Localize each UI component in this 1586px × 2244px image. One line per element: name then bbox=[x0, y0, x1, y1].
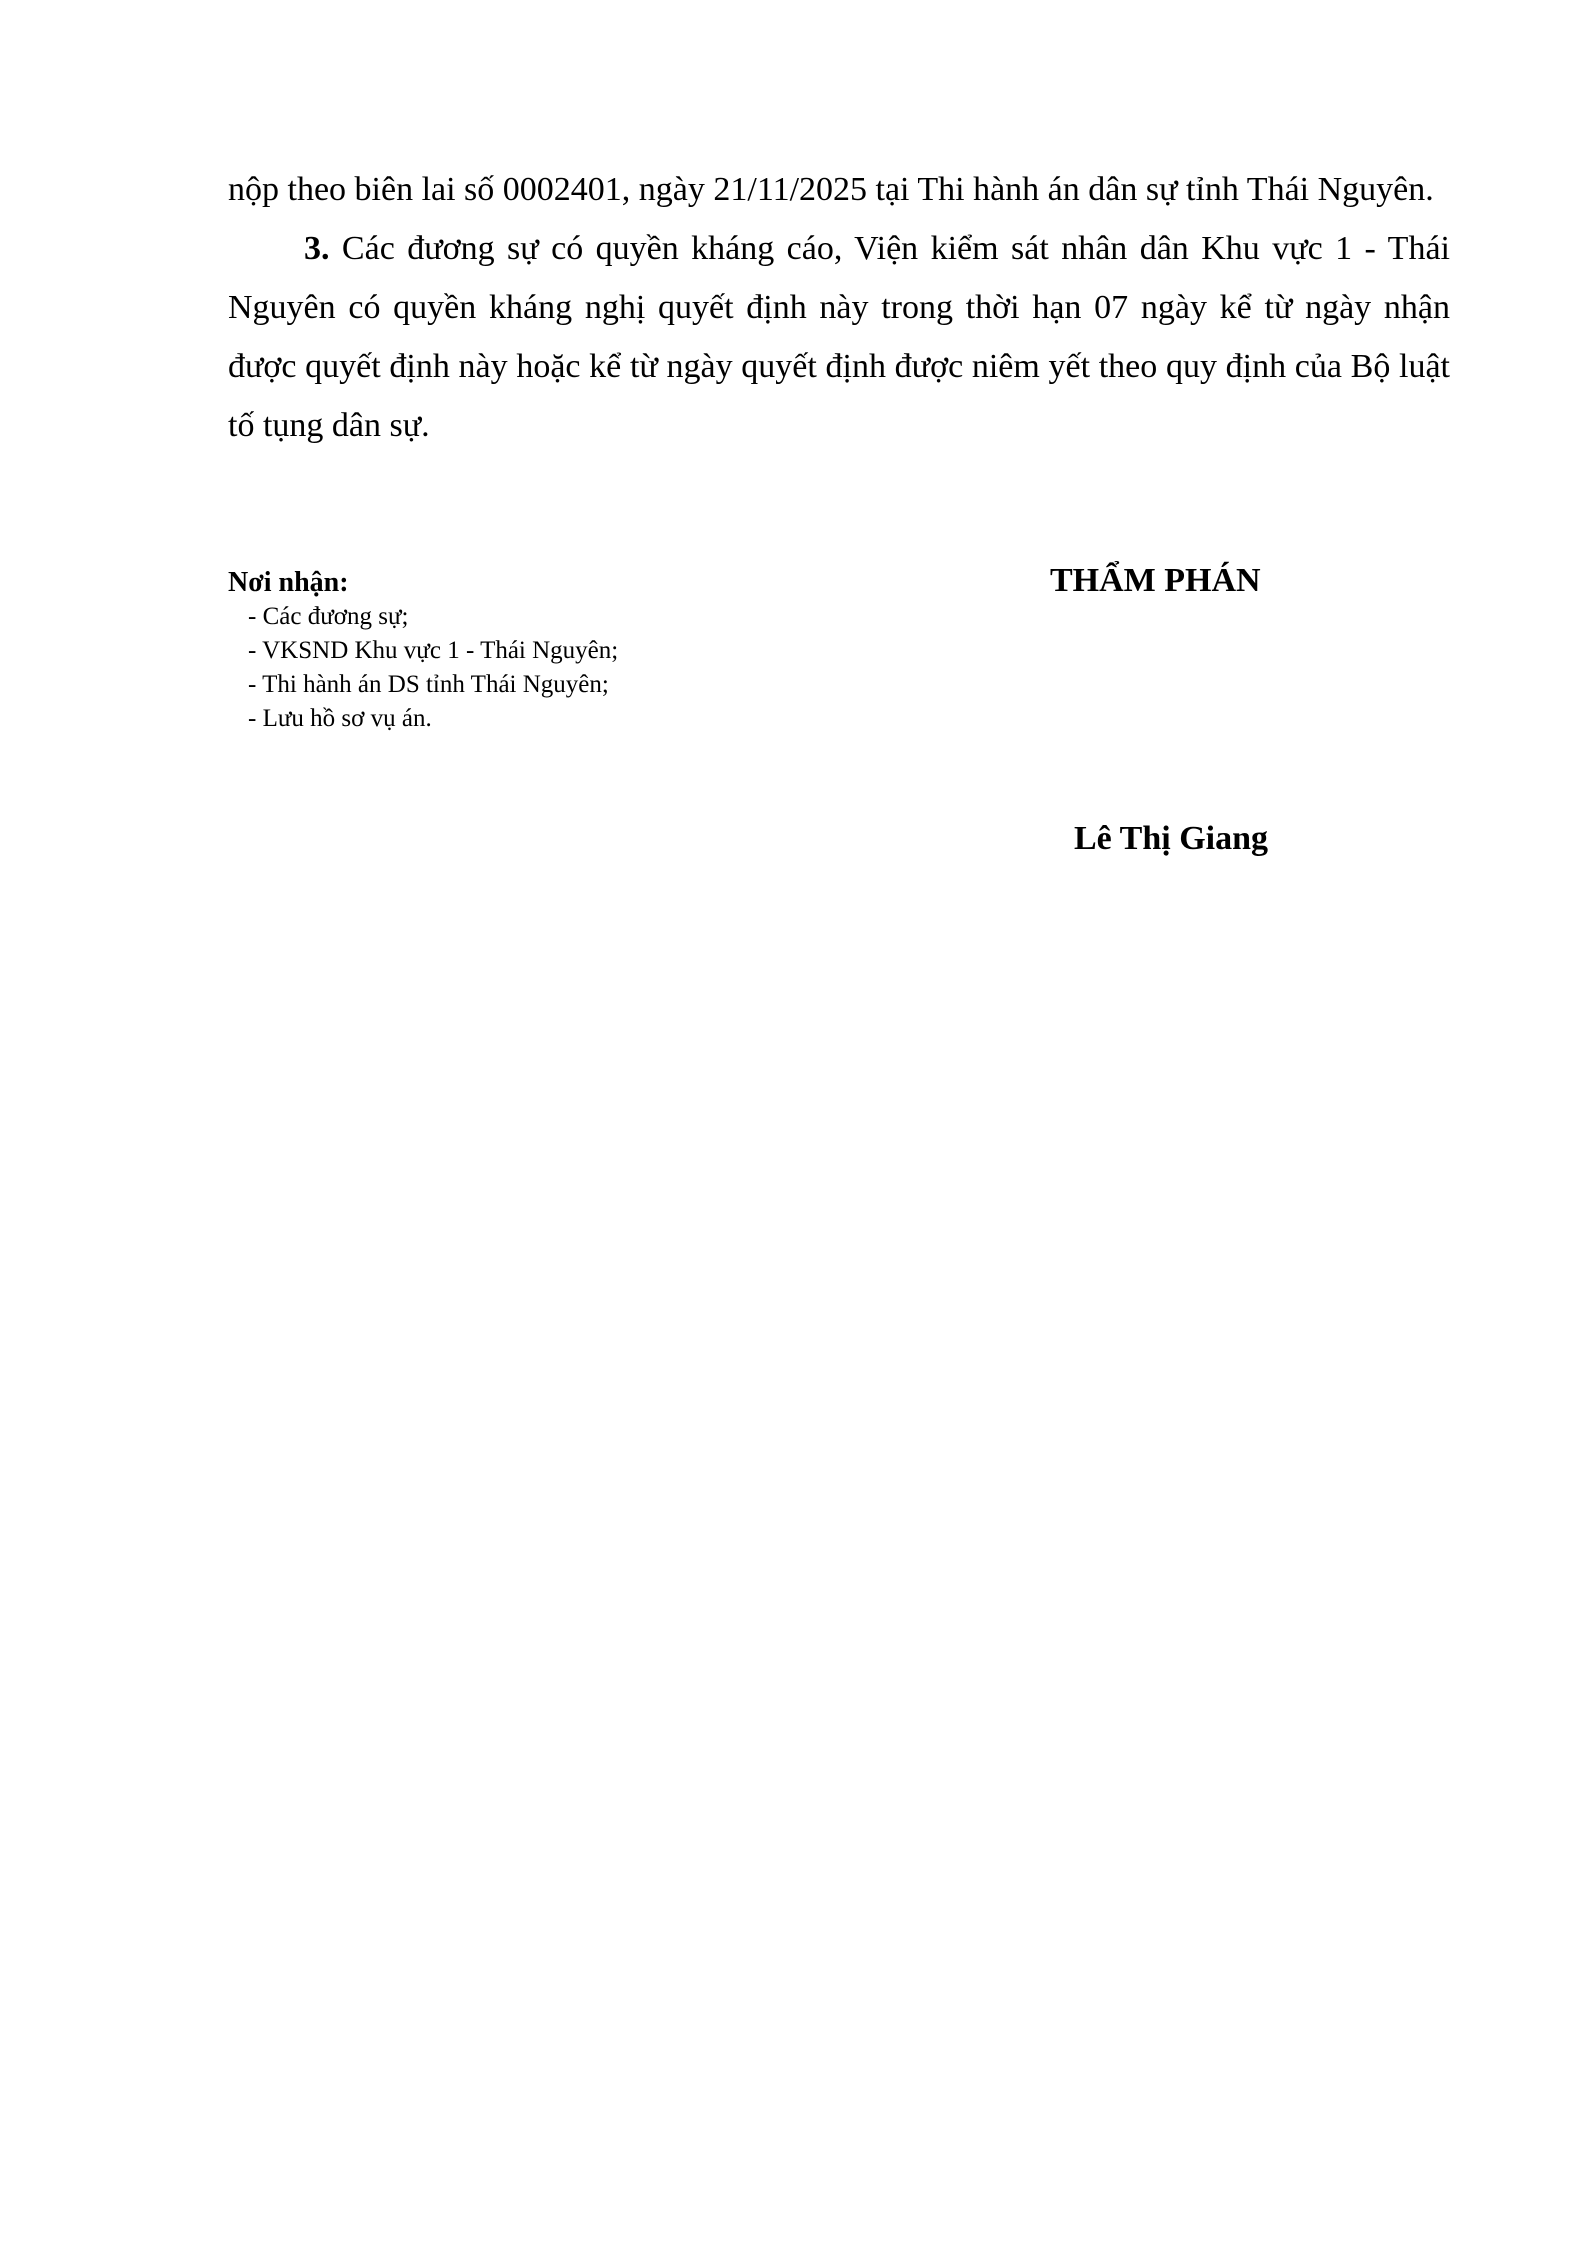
recipients-list bbox=[228, 600, 848, 736]
signer-title: THẨM PHÁN bbox=[1050, 562, 1261, 599]
document-body bbox=[228, 160, 1450, 455]
paragraph-continuation: nộp theo biên lai số 0002401, ngày 21/11/2025 tại Thi hành án dân sự tỉnh Thái Nguyên. bbox=[228, 171, 1434, 208]
paragraph-item-3 bbox=[228, 219, 1450, 455]
recipient-item: - Lưu hồ sơ vụ án. bbox=[248, 705, 432, 732]
recipient-item: - Các đương sự; bbox=[248, 603, 409, 630]
recipients-heading: Nơi nhận: bbox=[228, 567, 349, 598]
recipient-item: - VKSND Khu vực 1 - Thái Nguyên; bbox=[248, 637, 619, 664]
recipient-item: - Thi hành án DS tỉnh Thái Nguyên; bbox=[248, 671, 609, 698]
recipients-block bbox=[228, 566, 848, 736]
item-3-number: 3. bbox=[304, 230, 330, 267]
signer-name: Lê Thị Giang bbox=[1074, 820, 1268, 857]
item-3-text: Các đương sự có quyền kháng cáo, Viện kiểm sát nhân dân Khu vực 1 - Thái Nguyên có quyền kháng nghị quyết định này trong thời hạn 07 ngày kể từ ngày nhận được quyết định này hoặc kể từ ngày quyết định được niêm yết theo quy định của Bộ luật tố tụng dân sự. bbox=[228, 230, 1450, 444]
